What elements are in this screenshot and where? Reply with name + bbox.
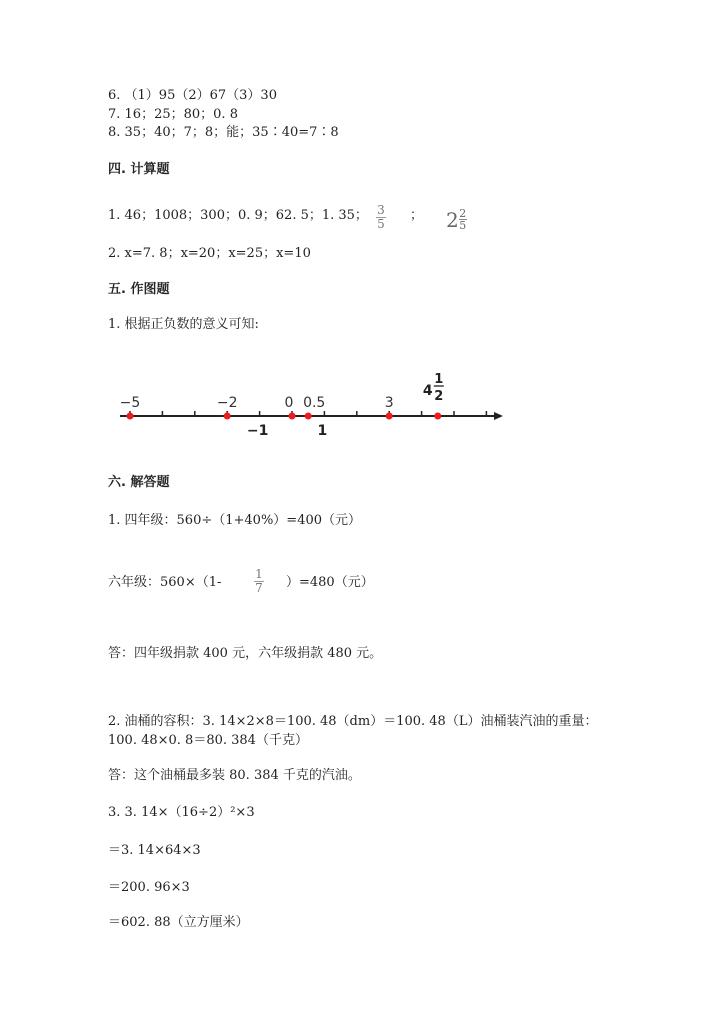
answer-8: 8. 35；40；7；8；能；35∶40=7∶8 [108, 125, 339, 140]
solve-3-line2: ＝3. 14×64×3 [108, 843, 201, 858]
solve-1-grade6-post: ）=480（元） [286, 575, 374, 590]
tick-label: −5 [119, 395, 141, 411]
solve-3-line1: 3. 3. 14×（16÷2）²×3 [108, 805, 255, 820]
denominator: 7 [255, 581, 263, 595]
section-heading-solve: 六. 解答题 [108, 475, 170, 490]
solve-1-grade6-pre: 六年级：560×（1- [108, 575, 222, 590]
point [289, 413, 296, 420]
tick-label: −2 [216, 395, 238, 411]
fraction [376, 204, 386, 231]
numerator: 3 [377, 203, 385, 217]
point [224, 413, 231, 420]
solve-1-answer: 答：四年级捐款 400 元，六年级捐款 480 元。 [108, 646, 383, 661]
tick-label: 0.5 [303, 395, 326, 411]
point [127, 413, 134, 420]
answer-6: 6. （1）95（2）67（3）30 [108, 88, 277, 103]
point [434, 413, 441, 420]
arrow-icon [494, 412, 503, 420]
mixed-whole: 4 [422, 383, 433, 399]
tick-label: 3 [384, 395, 394, 411]
mixed-denominator: 2 [434, 389, 444, 404]
section-heading-drawing: 五. 作图题 [108, 282, 170, 297]
drawing-answer-1: 1. 根据正负数的意义可知: [108, 317, 259, 332]
fraction [254, 568, 264, 595]
separator: ； [410, 208, 424, 223]
answer-7: 7. 16；25；80；0. 8 [108, 107, 238, 122]
calc-answer-2: 2. x=7. 8；x=20；x=25；x=10 [108, 246, 311, 261]
denominator: 5 [459, 219, 467, 232]
tick-label: −1 [246, 423, 269, 439]
solve-3-line4: ＝602. 88（立方厘米） [108, 915, 249, 930]
denominator: 5 [377, 217, 385, 231]
tick-label: 0 [284, 395, 294, 411]
mixed-numerator: 1 [434, 372, 444, 387]
solve-2-answer: 答：这个油桶最多装 80. 384 千克的汽油。 [108, 768, 361, 783]
solve-2-line1: 2. 油桶的容积：3. 14×2×8＝100. 48（dm）＝100. 48（L）油桶装汽油的重量： [108, 714, 598, 729]
whole: 2 [446, 208, 459, 232]
calc-answer-1: 1. 46；1008；300；0. 9；62. 5；1. 35； [108, 208, 368, 223]
solve-1-grade4: 1. 四年级：560÷（1+40%）=400（元） [108, 513, 362, 528]
numerator: 2 [459, 207, 467, 220]
mixed-number [446, 208, 467, 232]
tick-label: 1 [317, 423, 328, 439]
section-heading-calc: 四. 计算题 [108, 162, 170, 177]
point [305, 413, 312, 420]
solve-3-line3: ＝200. 96×3 [108, 880, 190, 895]
solve-2-line2: 100. 48×0. 8＝80. 384（千克） [108, 733, 308, 748]
number-line [0, 360, 720, 440]
numerator: 1 [255, 567, 263, 581]
point [386, 413, 393, 420]
